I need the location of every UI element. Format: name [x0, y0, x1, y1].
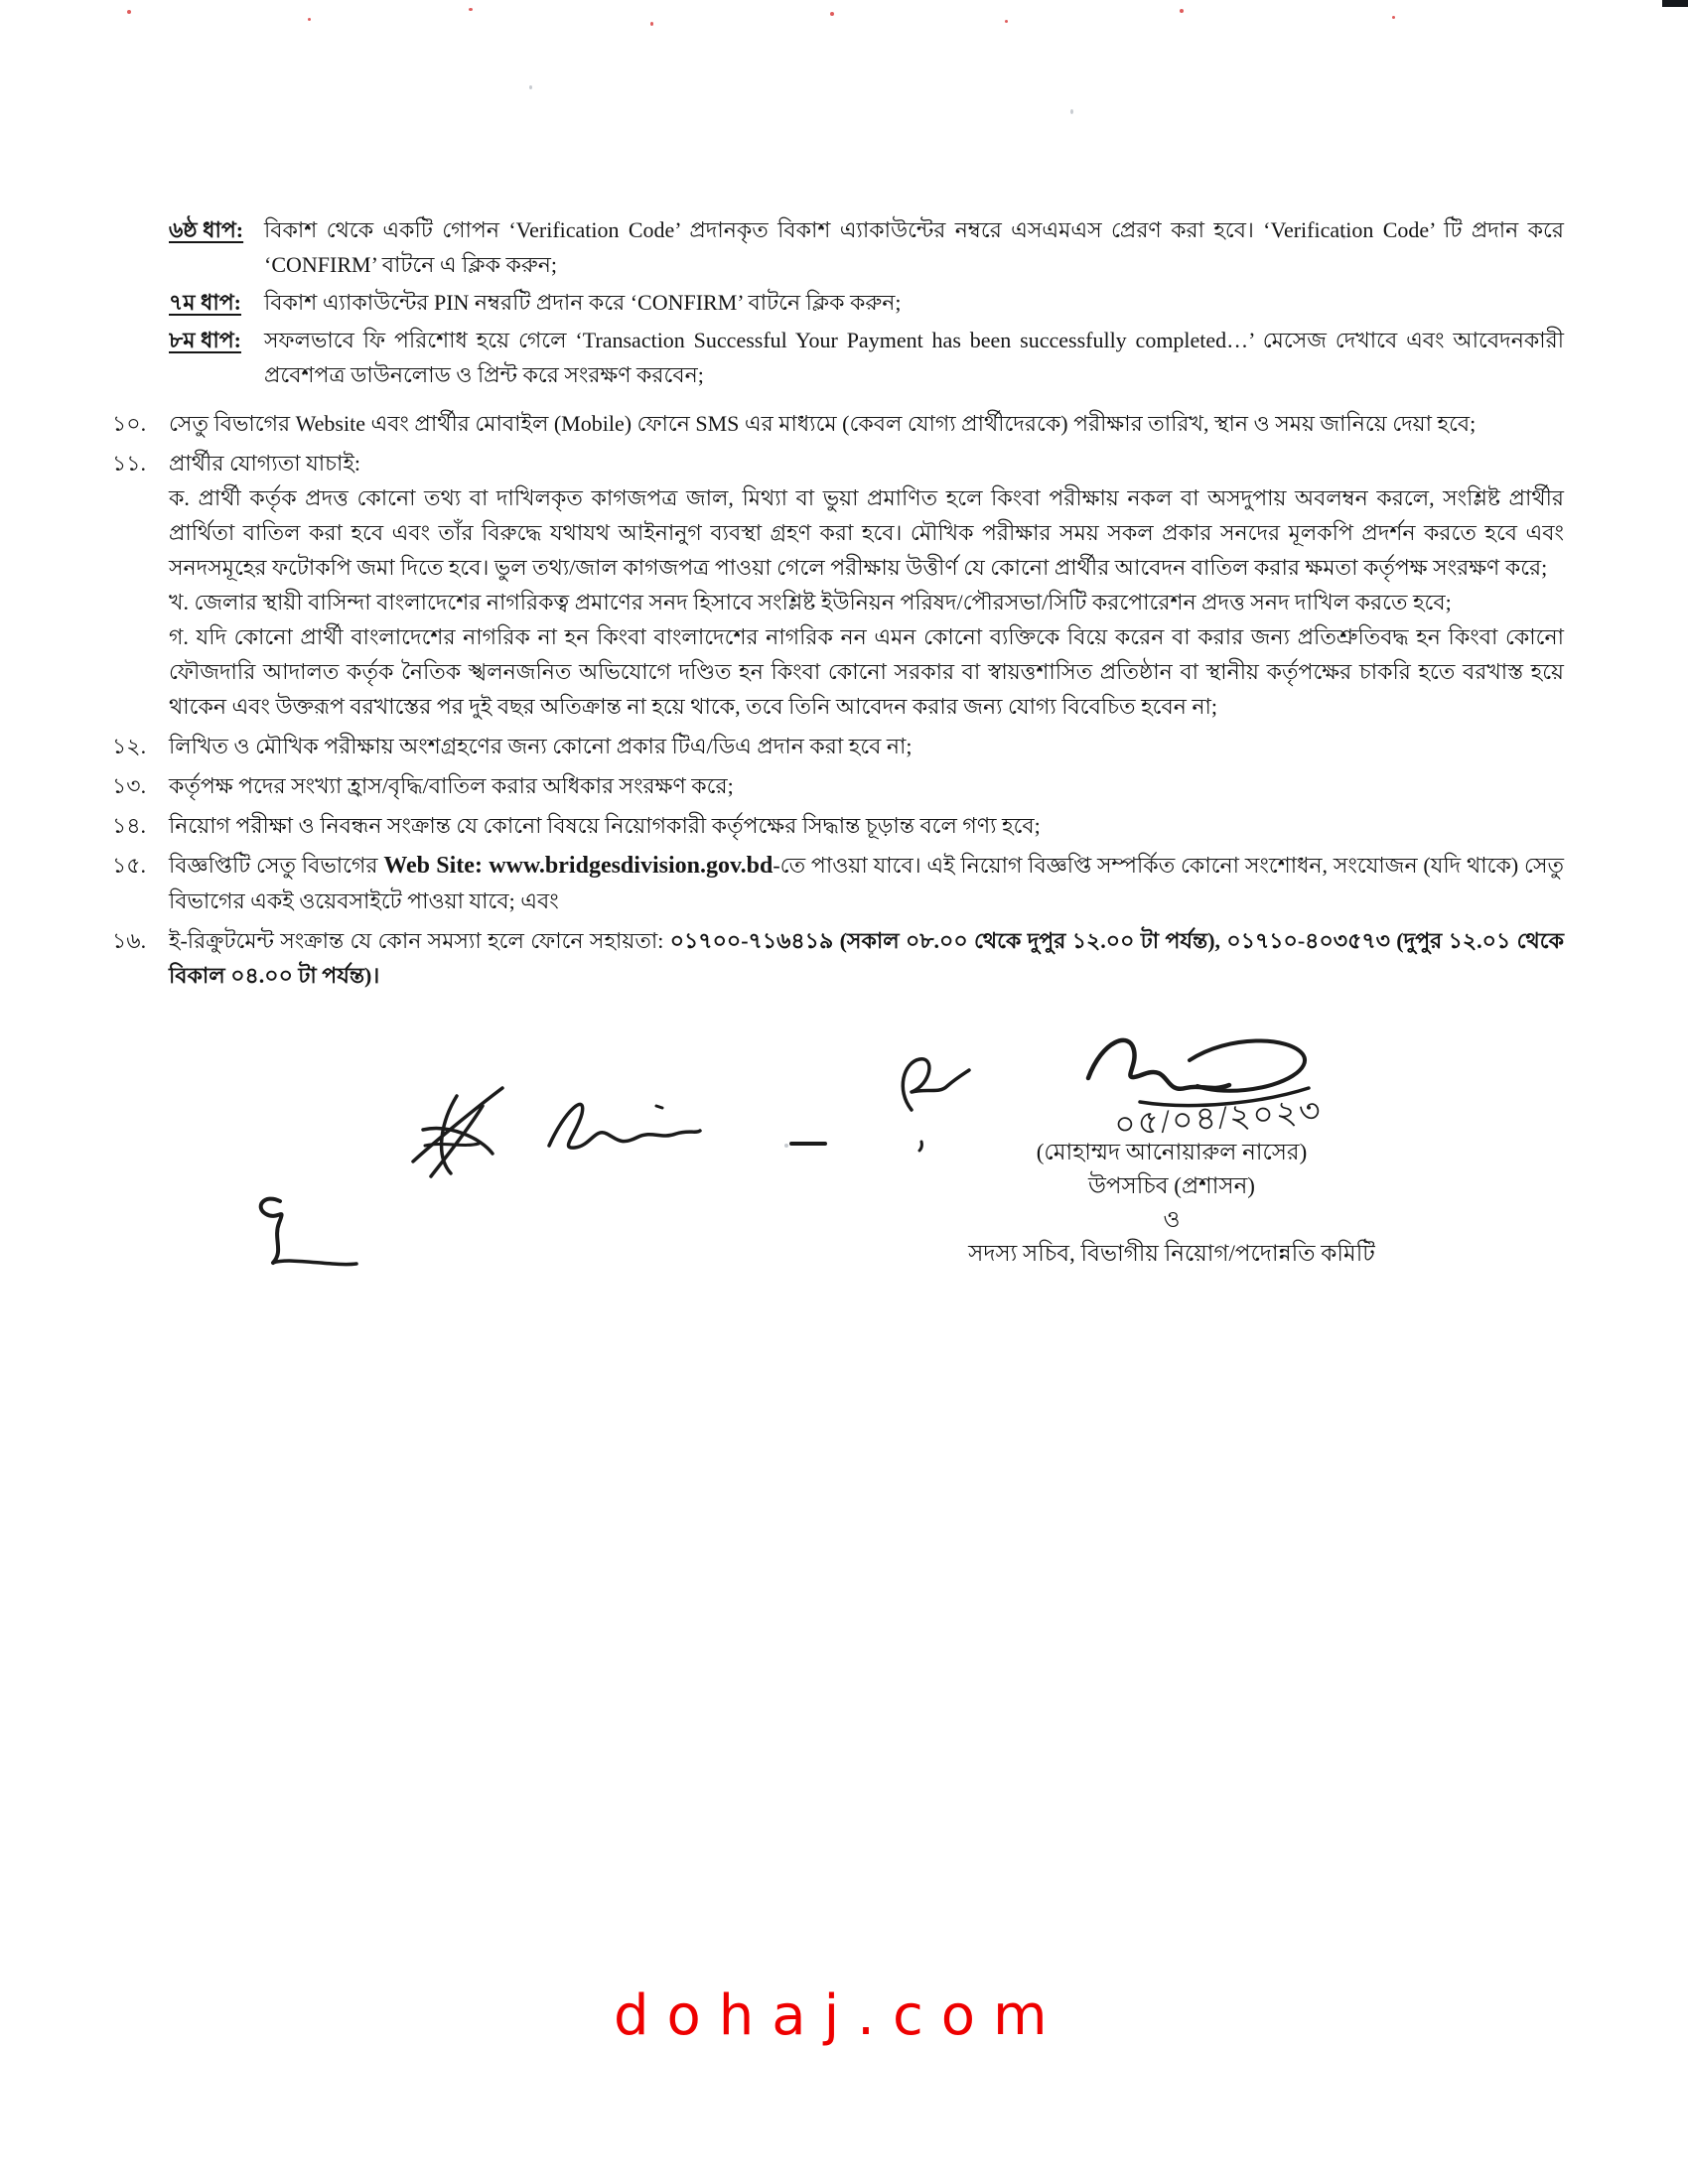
- signature-date: ০৫/০৪/২০২৩: [1112, 1093, 1324, 1145]
- signature-scribble-3: [541, 1088, 705, 1167]
- website-url: Web Site: www.bridgesdivision.gov.bd: [383, 853, 774, 879]
- signatory-title: উপসচিব (প্রশাসন): [1088, 1173, 1255, 1198]
- clause-text: নিয়োগ পরীক্ষা ও নিবন্ধন সংক্রান্ত যে কোনো বিষয়ে নিয়োগকারী কর্তৃপক্ষের সিদ্ধান্ত চূড়ান্ত বলে গণ্য হবে;: [169, 813, 1041, 838]
- subclause-ka: ক. প্রার্থী কর্তৃক প্রদত্ত কোনো তথ্য বা দাখিলকৃত কাগজপত্র জাল, মিথ্যা বা ভুয়া প্রমাণিত হলে কিংবা পরীক্ষায় নকল বা অসদুপায় অবলম্বন করলে, সংশ্লিষ্ট প্রার্থীর প্রার্থিতা বাতিল করা হবে এবং তাঁর বিরুদ্ধে যথাযথ আইনানুগ ব্যবস্থা গ্রহণ করা হবে। মৌখিক পরীক্ষার সময় সকল প্রকার সনদের মূলকপি প্রদর্শন করতে হবে এবং সনদসমূহের ফটোকপি জমা দিতে হবে। ভুল তথ্য/জাল কাগজপত্র পাওয়া গেলে পরীক্ষায় উত্তীর্ণ যে কোনো প্রার্থীর আবেদন বাতিল করার ক্ষমতা কর্তৃপক্ষ সংরক্ষণ করে;: [169, 485, 1564, 580]
- clause-number: ১৪.: [112, 813, 147, 838]
- clause-number: ১৬.: [112, 928, 147, 953]
- clause-text: কর্তৃপক্ষ পদের সংখ্যা হ্রাস/বৃদ্ধি/বাতিল করার অধিকার সংরক্ষণ করে;: [169, 773, 734, 798]
- scan-speck: [1070, 109, 1073, 114]
- clause-number: ১৩.: [112, 773, 147, 798]
- step-label: ৭ম ধাপ:: [169, 290, 241, 315]
- clause-text: সেতু বিভাগের Website এবং প্রার্থীর মোবাইল (Mobile) ফোনে SMS এর মাধ্যমে (কেবল যোগ্য প্রার্থীদেরকে) পরীক্ষার তারিখ, স্থান ও সময় জানিয়ে দেয়া হবে;: [169, 411, 1477, 436]
- subclause-kha: খ. জেলার স্থায়ী বাসিন্দা বাংলাদেশের নাগরিকত্ব প্রমাণের সনদ হিসাবে সংশ্লিষ্ট ইউনিয়ন পরিষদ/পৌরসভা/সিটি করপোরেশন প্রদত্ত সনদ দাখিল করতে হবে;: [169, 590, 1452, 614]
- step-text: বিকাশ থেকে একটি গোপন ‘Verification Code’ প্রদানকৃত বিকাশ এ্যাকাউন্টের নম্বরে এসএমএস প্রেরণ করা হবে। ‘Verification Code’ টি প্রদান করে ‘CONFIRM’ বাটনে এ ক্লিক করুন;: [264, 217, 1564, 277]
- clause-10: [112, 406, 1564, 441]
- clause-11: [112, 446, 1564, 724]
- notice-clauses: [112, 406, 1564, 993]
- step-text: সফলভাবে ফি পরিশোধ হয়ে গেলে ‘Transaction Successful Your Payment has been successfully completed…’ মেসেজ দেখাবে এবং আবেদনকারী প্রবেশপত্র ডাউনলোড ও প্রিন্ট করে সংরক্ষণ করবেন;: [264, 328, 1564, 387]
- helpline-numbers: ০১৭০০-৭১৬৪১৯ (সকাল ০৮.০০ থেকে দুপুর ১২.০০ টা পর্যন্ত), ০১৭১০-৪০৩৫৭৩ (দুপুর ১২.০১ থেকে বিকাল ০৪.০০ টা পর্যন্ত)।: [169, 928, 1564, 988]
- clause-text: [169, 923, 1564, 993]
- clause-13: [112, 768, 1564, 803]
- clause-text-post: -তে পাওয়া যাবে। এই নিয়োগ বিজ্ঞপ্তি সম্পর্কিত কোনো সংশোধন, সংযোজন (যদি থাকে) সেতু বিভাগের একই ওয়েবসাইটে পাওয়া যাবে; এবং: [169, 853, 1565, 913]
- clause-number: ১০.: [112, 411, 147, 436]
- step-item-8: [169, 323, 1564, 392]
- document-body: [112, 212, 1564, 998]
- step-item-7: [169, 285, 1564, 320]
- stray-mark: [789, 1142, 827, 1146]
- scan-speck: [784, 1144, 788, 1148]
- clause-12: [112, 729, 1564, 763]
- clause-text: [169, 848, 1564, 918]
- clause-text-pre: ই-রিক্রুটমেন্ট সংক্রান্ত যে কোন সমস্যা হলে ফোনে সহায়তা:: [169, 928, 670, 953]
- scan-speck: [1180, 9, 1184, 13]
- clause-heading: প্রার্থীর যোগ্যতা যাচাই:: [169, 451, 360, 476]
- clause-number: ১১.: [112, 451, 147, 476]
- signatory-name: (মোহাম্মদ আনোয়ারুল নাসের): [1036, 1140, 1308, 1164]
- step-label: ৮ম ধাপ:: [169, 328, 241, 352]
- scan-speck: [529, 85, 532, 89]
- signatory-conjunction: ও: [1163, 1207, 1181, 1232]
- step-text: বিকাশ এ্যাকাউন্টের PIN নম্বরটি প্রদান করে ‘CONFIRM’ বাটনে ক্লিক করুন;: [264, 290, 902, 315]
- step-item-6: [169, 212, 1564, 282]
- watermark: dohaj.com: [614, 1983, 1065, 2048]
- clause-14: [112, 808, 1564, 843]
- clause-number: ১৫.: [112, 853, 147, 878]
- scan-speck: [830, 12, 834, 16]
- clause-text-pre: বিজ্ঞপ্তিটি সেতু বিভাগের: [169, 853, 384, 878]
- scan-speck: [1392, 16, 1395, 19]
- signature-scribble-1: [242, 1187, 361, 1277]
- signature-scribble-2: [395, 1084, 519, 1183]
- signatory-role: সদস্য সচিব, বিভাগীয় নিয়োগ/পদোন্নতি কমিটি: [968, 1241, 1375, 1266]
- scan-speck: [1005, 20, 1008, 23]
- clause-text: লিখিত ও মৌখিক পরীক্ষায় অংশগ্রহণের জন্য কোনো প্রকার টিএ/ডিএ প্রদান করা হবে না;: [169, 734, 913, 758]
- payment-steps: [169, 212, 1564, 392]
- scan-speck: [650, 22, 653, 26]
- clause-number: ১২.: [112, 734, 147, 758]
- scan-corner-mark: [1662, 0, 1688, 7]
- step-label: ৬ষ্ঠ ধাপ:: [169, 217, 244, 242]
- clause-15: [112, 848, 1564, 918]
- scan-speck: [469, 8, 473, 11]
- subclause-ga: গ. যদি কোনো প্রার্থী বাংলাদেশের নাগরিক না হন কিংবা বাংলাদেশের নাগরিক নন এমন কোনো ব্যক্তিকে বিয়ে করেন বা করার জন্য প্রতিশ্রুতিবদ্ধ হন কিংবা কোনো ফৌজদারি আদালত কর্তৃক নৈতিক স্খলনজনিত অভিযোগে দণ্ডিত হন কিংবা কোনো সরকার বা স্বায়ত্তশাসিত প্রতিষ্ঠান বা স্থানীয় কর্তৃপক্ষের চাকরি হতে বরখাস্ত হয়ে থাকেন এবং উক্তরূপ বরখাস্তের পর দুই বছর অতিক্রান্ত না হয়ে থাকে, তবে তিনি আবেদন করার জন্য যোগ্য বিবেচিত হবেন না;: [169, 624, 1564, 719]
- clause-16: [112, 923, 1564, 993]
- signatory-block: [953, 1136, 1390, 1271]
- scan-speck: [308, 18, 311, 21]
- scan-speck: [127, 10, 131, 14]
